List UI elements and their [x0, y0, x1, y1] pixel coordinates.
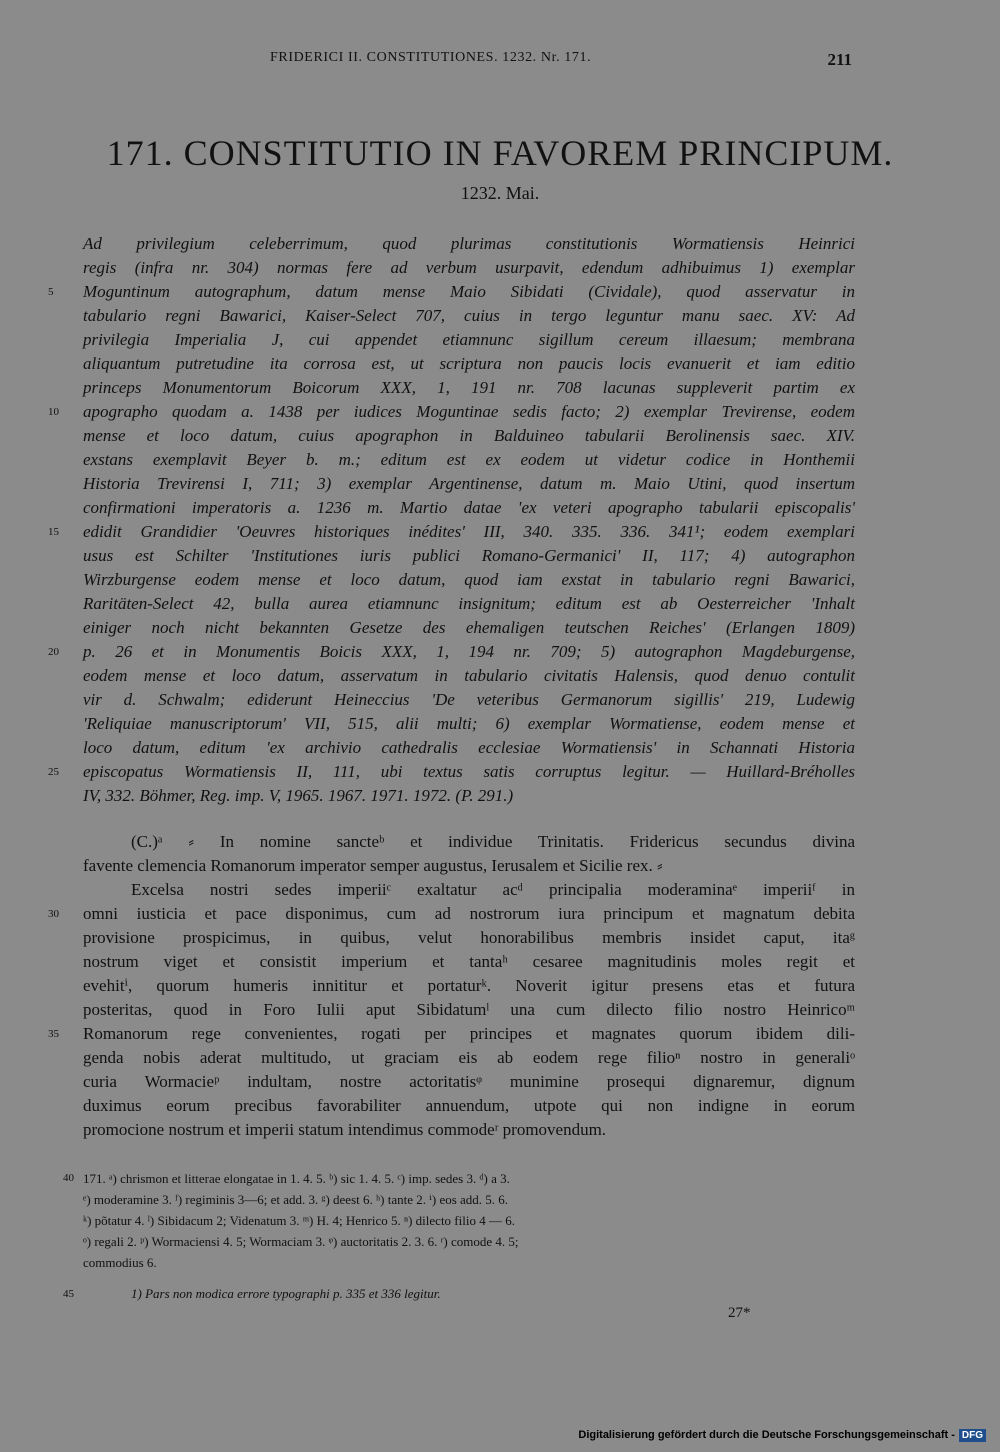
line-text: einiger noch nicht bekannten Gesetze des ehemaligen teutschen Reiches' (Erlangen 1809) — [83, 618, 855, 637]
signature-mark: 27* — [728, 1305, 751, 1321]
line-number: 25 — [48, 766, 59, 778]
apparatus-line — [83, 1231, 855, 1252]
line-number: 30 — [48, 908, 59, 920]
line-text: favente clemencia Romanorum imperator semper augustus, Ierusalem et Sicilie rex. ⸗ — [83, 856, 663, 875]
line-text: Historia Trevirensi I, 711; 3) exemplar Argentinense, datum m. Maio Utini, quod insertum — [83, 474, 855, 493]
digitization-credit — [578, 1429, 986, 1442]
intro-line — [83, 232, 855, 256]
line-text: mense et loco datum, cuius apographon in Balduineo tabularii Berolinensis saec. XIV. — [83, 426, 855, 445]
intro-line — [83, 424, 855, 448]
running-title: FRIDERICI II. CONSTITUTIONES. 1232. Nr. 171. — [270, 50, 592, 65]
document-date: 1232. Mai. — [460, 183, 540, 203]
intro-line — [83, 688, 855, 712]
line-text: Ad privilegium celeberrimum, quod plurimas constitutionis Wormatiensis Heinrici — [83, 234, 855, 253]
line-text: evehitⁱ, quorum humeris innititur et portaturᵏ. Noverit igitur presens etas et futura — [83, 976, 855, 995]
charter-line — [83, 926, 855, 950]
apparatus-line — [83, 1210, 855, 1231]
line-text: Wirzburgense eodem mense et loco datum, quod iam exstat in tabulario regni Bawarici, — [83, 570, 855, 589]
credit-text: Digitalisierung gefördert durch die Deutsche Forschungsgemeinschaft - — [578, 1429, 955, 1441]
line-text: edidit Grandidier 'Oeuvres historiques inédites' III, 340. 335. 336. 341¹; eodem exemplari — [83, 522, 855, 541]
intro-line — [48, 760, 855, 784]
textual-apparatus — [63, 1168, 855, 1273]
intro-line — [48, 640, 855, 664]
document-title: 171. CONSTITUTIO IN FAVOREM PRINCIPUM. — [106, 133, 894, 173]
intro-line — [83, 712, 855, 736]
intro-line — [83, 376, 855, 400]
charter-line — [83, 1118, 855, 1142]
line-number: 20 — [48, 646, 59, 658]
charter-line — [83, 1094, 855, 1118]
intro-line — [83, 496, 855, 520]
line-number: 5 — [48, 286, 54, 298]
apparatus-line — [83, 1189, 855, 1210]
charter-line — [83, 1046, 855, 1070]
page-number: 211 — [827, 50, 852, 69]
line-number: 10 — [48, 406, 59, 418]
line-text: tabulario regni Bawarici, Kaiser-Select 707, cuius in tergo leguntur manu saec. XV: Ad — [83, 306, 855, 325]
line-text: duximus eorum precibus favorabiliter annuendum, utpote qui non indigne in eorum — [83, 1096, 855, 1115]
line-text: princeps Monumentorum Boicorum XXX, 1, 191 nr. 708 lacunas suppleverit partim ex — [83, 378, 855, 397]
line-text: promocione nostrum et imperii statum intendimus commodeʳ promovendum. — [83, 1120, 607, 1139]
line-number: 45 — [63, 1288, 74, 1300]
intro-line — [48, 280, 855, 304]
line-text: Romanorum rege convenientes, rogati per principes et magnates quorum ibidem dili- — [83, 1024, 855, 1043]
line-text: 'Reliquiae manuscriptorum' VII, 515, alii multi; 6) exemplar Wormatiense, eodem mense et — [83, 714, 855, 733]
charter-line — [83, 950, 855, 974]
intro-line — [83, 472, 855, 496]
line-number: 40 — [63, 1172, 74, 1184]
intro-line — [83, 448, 855, 472]
charter-line — [83, 998, 855, 1022]
line-text: loco datum, editum 'ex archivio cathedralis ecclesiae Wormatiensis' in Schannati Historia — [83, 738, 855, 757]
line-text: exstans exemplavit Beyer b. m.; editum est ex eodem ut videtur codice in Honthemii — [83, 450, 855, 469]
line-text: episcopatus Wormatiensis II, 111, ubi textus satis corruptus legitur. — Huillard-Bréholles — [83, 762, 855, 781]
intro-line — [83, 736, 855, 760]
line-number: 35 — [48, 1028, 59, 1040]
line-text: aliquantum putretudine ita corrosa est, ut scriptura non paucis locis evanuerit et iam editio — [83, 354, 855, 373]
line-text: commodius 6. — [83, 1255, 157, 1270]
intro-line — [83, 568, 855, 592]
editorial-introduction — [48, 232, 855, 808]
intro-line — [48, 400, 855, 424]
charter-line — [83, 830, 855, 854]
intro-line — [48, 520, 855, 544]
footnote-text: 1) Pars non modica errore typographi p. 335 et 336 legitur. — [131, 1286, 441, 1301]
line-text: ᵉ) moderamine 3. ᶠ) regiminis 3—6; et add. 3. ᵍ) deest 6. ʰ) tante 2. ⁱ) eos add. 5. 6. — [83, 1192, 509, 1207]
line-text: p. 26 et in Monumentis Boicis XXX, 1, 194 nr. 709; 5) autographon Magdeburgense, — [83, 642, 855, 661]
intro-line — [83, 544, 855, 568]
line-text: curia Wormacieᵖ indultam, nostre actoritatisᵠ munimine prosequi dignaremur, dignum — [83, 1072, 855, 1091]
charter-line — [83, 878, 855, 902]
line-text: posteritas, quod in Foro Iulii aput Sibidatumˡ una cum dilecto filio nostro Heinricoᵐ — [83, 1000, 855, 1019]
apparatus-line — [83, 1252, 855, 1273]
line-text: usus est Schilter 'Institutiones iuris publici Romano-Germanici' II, 117; 4) autographon — [83, 546, 855, 565]
line-number: 15 — [48, 526, 59, 538]
charter-line — [83, 854, 855, 878]
intro-line — [83, 664, 855, 688]
line-text: provisione prospicimus, in quibus, velut honorabilibus membris insidet caput, itaᵍ — [83, 928, 855, 947]
charter-text — [48, 830, 855, 1142]
line-text: eodem mense et loco datum, asservatum in tabulario civitatis Halensis, quod denuo contulit — [83, 666, 855, 685]
line-text: ᵏ) põtatur 4. ˡ) Sibidacum 2; Videnatum 3. ᵐ) H. 4; Henrico 5. ⁿ) dilecto filio 4 — 6. — [83, 1213, 515, 1228]
line-text: confirmationi imperatoris a. 1236 m. Martio datae 'ex veteri apographo tabularii episcopalis' — [83, 498, 855, 517]
intro-line — [83, 304, 855, 328]
line-text: apographo quodam a. 1438 per iudices Moguntinae sedis facto; 2) exemplar Trevirense, eodem — [83, 402, 855, 421]
charter-line — [83, 974, 855, 998]
line-text: Raritäten-Select 42, bulla aurea etiamnunc insignitum; editum est ab Oesterreicher 'Inhalt — [83, 594, 855, 613]
line-text: omni iusticia et pace disponimus, cum ad nostrorum iura principum et magnatum debita — [83, 904, 855, 923]
line-text: ᵒ) regali 2. ᵖ) Wormaciensi 4. 5; Wormaciam 3. ᵠ) auctoritatis 2. 3. 6. ʳ) comode 4. 5; — [83, 1234, 519, 1249]
line-text: vir d. Schwalm; ediderunt Heineccius 'De veteribus Germanorum sigillis' 219, Ludewig — [83, 690, 855, 709]
intro-line — [83, 592, 855, 616]
dfg-logo: DFG — [959, 1429, 986, 1442]
footnote-line — [63, 1282, 855, 1306]
footnote — [63, 1282, 855, 1306]
charter-line — [48, 902, 855, 926]
line-text: regis (infra nr. 304) normas fere ad verbum usurpavit, edendum adhibuimus 1) exemplar — [83, 258, 855, 277]
intro-line — [83, 256, 855, 280]
line-text: nostrum viget et consistit imperium et tantaʰ cesaree magnitudinis moles regit et — [83, 952, 855, 971]
intro-line — [83, 352, 855, 376]
line-text: privilegia Imperialia J, cui appendet etiamnunc sigillum cereum illaesum; membrana — [83, 330, 855, 349]
intro-line — [83, 328, 855, 352]
line-text: 171. ᵃ) chrismon et litterae elongatae in 1. 4. 5. ᵇ) sic 1. 4. 5. ᶜ) imp. sedes 3. ᵈ) a 3. — [83, 1171, 510, 1186]
line-text: (C.)ᵃ ⸗ In nomine sancteᵇ et individue Trinitatis. Fridericus secundus divina — [131, 832, 855, 851]
line-text: Moguntinum autographum, datum mense Maio Sibidati (Cividale), quod asservatur in — [83, 282, 855, 301]
intro-line — [83, 784, 855, 808]
line-text: genda nobis aderat multitudo, ut graciam eis ab eodem rege filioⁿ nostro in generaliᵒ — [83, 1048, 855, 1067]
line-text: Excelsa nostri sedes imperiiᶜ exaltatur acᵈ principalia moderaminaᵉ imperiiᶠ in — [131, 880, 855, 899]
line-text: IV, 332. Böhmer, Reg. imp. V, 1965. 1967. 1971. 1972. (P. 291.) — [83, 786, 514, 805]
intro-line — [83, 616, 855, 640]
apparatus-line — [63, 1168, 855, 1189]
charter-line — [48, 1022, 855, 1046]
charter-line — [83, 1070, 855, 1094]
